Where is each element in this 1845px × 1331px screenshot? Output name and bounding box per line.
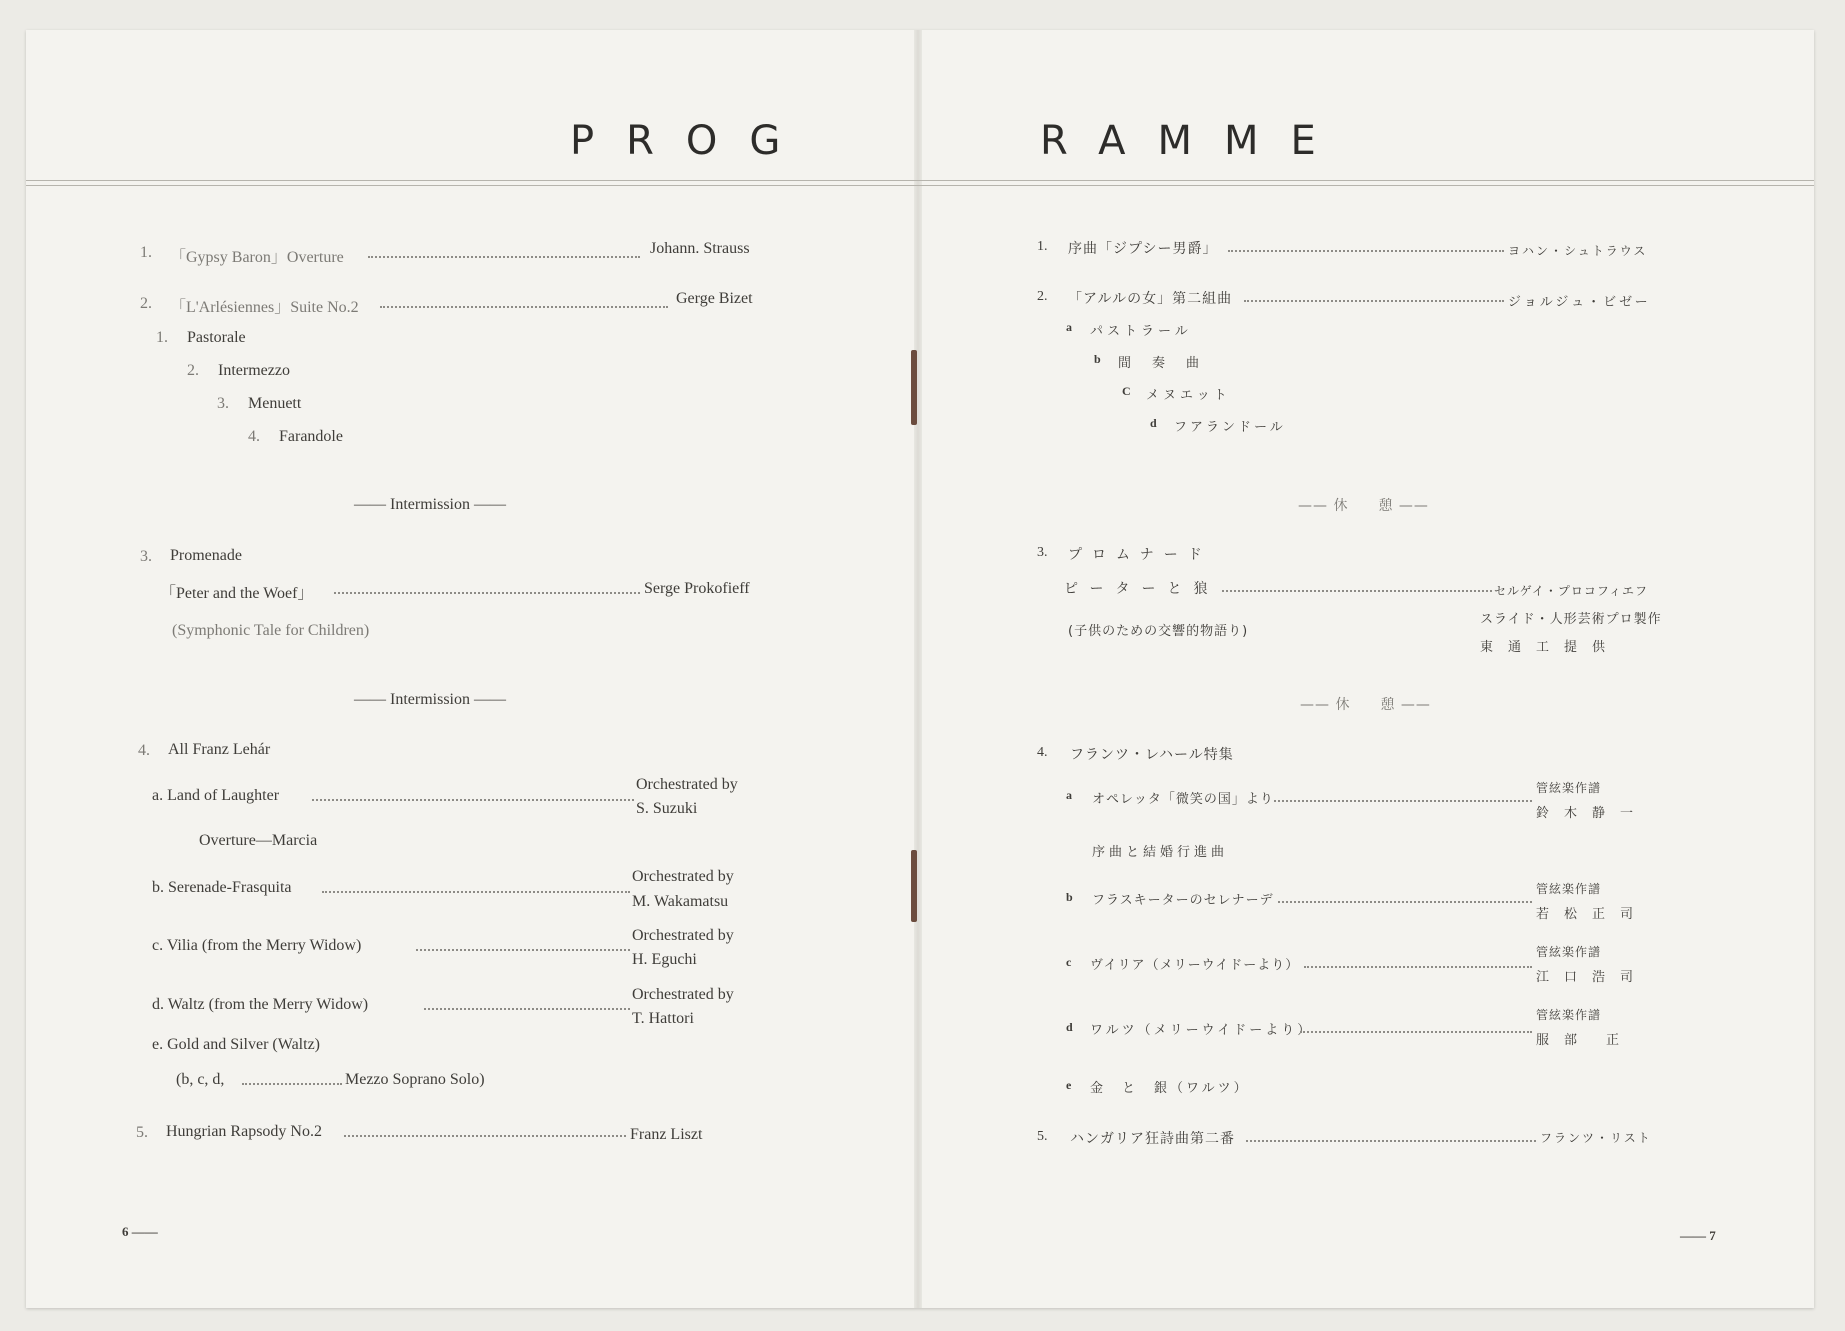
item-1-composer: Johann. Strauss xyxy=(650,240,750,257)
item-4c-letter: c xyxy=(1066,955,1072,969)
item-2-title: 「L'Arlésiennes」Suite No.2 xyxy=(170,299,359,316)
booklet-spine xyxy=(914,30,922,1308)
item-1-title: 「Gypsy Baron」Overture xyxy=(170,249,344,266)
item-4a-arranger: 鈴 木 静 一 xyxy=(1536,806,1635,821)
item-4c-arranger: 江 口 浩 司 xyxy=(1536,970,1635,985)
item-3-composer: セルゲイ・プロコフィエフ xyxy=(1494,584,1648,598)
item-2-sub-label: フアランドール xyxy=(1174,420,1286,435)
item-4b-arranger: 若 松 正 司 xyxy=(1536,907,1635,922)
item-2-sub-label: Intermezzo xyxy=(218,362,290,379)
item-5-number: 5. xyxy=(1037,1129,1048,1144)
programme-title-left: PROG xyxy=(570,118,813,164)
binding-stitch xyxy=(911,850,917,922)
intermission-label: —— 休 憩 —— xyxy=(1298,498,1429,514)
item-4a-sub: 序曲と結婚行進曲 xyxy=(1092,845,1229,860)
item-3-subtitle: (子供のための交響的物語り) xyxy=(1068,624,1249,639)
item-5-composer: フランツ・リスト xyxy=(1540,1131,1652,1145)
item-1-number: 1. xyxy=(140,244,152,261)
item-4a-credit: Orchestrated by xyxy=(636,776,738,793)
item-4a-credit: 管絃楽作譜 xyxy=(1536,781,1602,795)
item-2-sub-label: 間 奏 曲 xyxy=(1118,356,1204,371)
item-2-sub-number: 4. xyxy=(248,428,260,445)
item-2-sub-number: 2. xyxy=(187,362,199,379)
item-4-note-right: Mezzo Soprano Solo) xyxy=(345,1071,485,1088)
item-4-label: All Franz Lehár xyxy=(168,741,271,758)
item-3-composer: Serge Prokofieff xyxy=(644,580,750,597)
item-4b-arranger: M. Wakamatsu xyxy=(632,893,729,910)
item-4a-label: a. Land of Laughter xyxy=(152,787,280,804)
item-3-production-credit: スライド・人形芸術プロ製作 xyxy=(1480,612,1662,627)
item-4d-letter: d xyxy=(1066,1020,1073,1034)
item-4a-arranger: S. Suzuki xyxy=(636,800,698,817)
item-4e-letter: e xyxy=(1066,1078,1072,1092)
item-5-number: 5. xyxy=(136,1124,148,1141)
item-5-title: Hungrian Rapsody No.2 xyxy=(166,1123,322,1140)
title-rule xyxy=(26,180,1814,181)
item-2-sub-label: パストラール xyxy=(1090,324,1192,339)
page-number-right: —— 7 xyxy=(1680,1228,1716,1243)
item-3-label: プロムナード xyxy=(1068,547,1212,563)
item-2-sub-letter: a xyxy=(1066,320,1072,334)
item-2-title: 「アルルの女」第二組曲 xyxy=(1068,291,1233,307)
item-4a-label: オペレッタ「微笑の国」より xyxy=(1092,792,1274,807)
dotted-leader xyxy=(416,949,630,951)
item-4b-credit: 管絃楽作譜 xyxy=(1536,882,1602,896)
dotted-leader xyxy=(1228,250,1504,252)
dotted-leader xyxy=(242,1083,342,1085)
item-2-sub-letter: d xyxy=(1150,416,1157,430)
item-4c-arranger: H. Eguchi xyxy=(632,951,697,968)
item-4c-label: c. Vilia (from the Merry Widow) xyxy=(152,937,362,954)
item-4b-label: b. Serenade-Frasquita xyxy=(152,879,292,896)
dotted-leader xyxy=(334,592,640,594)
item-4d-credit: 管絃楽作譜 xyxy=(1536,1008,1602,1022)
dotted-leader xyxy=(1304,966,1532,968)
item-4-note-left: (b, c, d, xyxy=(176,1071,225,1088)
item-2-composer: Gerge Bizet xyxy=(676,290,753,307)
dotted-leader xyxy=(1244,300,1504,302)
item-4e-label: e. Gold and Silver (Waltz) xyxy=(152,1036,320,1053)
intermission-label: —— Intermission —— xyxy=(354,691,506,708)
binding-stitch xyxy=(911,350,917,425)
item-2-sub-label: Menuett xyxy=(248,395,302,412)
dotted-leader xyxy=(380,306,668,308)
item-2-sub-label: Pastorale xyxy=(187,329,246,346)
item-1-number: 1. xyxy=(1037,239,1048,254)
item-3-number: 3. xyxy=(1037,545,1048,560)
item-4b-credit: Orchestrated by xyxy=(632,868,734,885)
title-rule xyxy=(26,185,1814,186)
item-4d-label: d. Waltz (from the Merry Widow) xyxy=(152,996,369,1013)
item-2-sub-number: 1. xyxy=(156,329,168,346)
item-1-composer: ヨハン・シュトラウス xyxy=(1508,244,1648,258)
dotted-leader xyxy=(322,891,630,893)
item-4c-credit: 管絃楽作譜 xyxy=(1536,945,1602,959)
item-5-composer: Franz Liszt xyxy=(630,1126,703,1143)
item-4e-label: 金 と 銀（ワルツ） xyxy=(1090,1081,1250,1096)
item-3-sponsor-credit: 東 通 工 提 供 xyxy=(1480,640,1607,655)
item-4b-label: フラスキーターのセレナーデ xyxy=(1092,893,1274,908)
item-3-title: 「Peter and the Woef」 xyxy=(160,585,314,602)
intermission-label: —— Intermission —— xyxy=(354,496,506,513)
dotted-leader xyxy=(368,256,640,258)
item-2-composer: ジョルジュ・ビゼー xyxy=(1508,295,1651,310)
item-2-sub-letter: C xyxy=(1122,384,1131,398)
dotted-leader xyxy=(1300,1031,1532,1033)
item-2-number: 2. xyxy=(140,295,152,312)
item-4a-letter: a xyxy=(1066,788,1072,802)
page-number-left: 6 —— xyxy=(122,1224,158,1239)
item-4-number: 4. xyxy=(1037,745,1048,760)
intermission-label: —— 休 憩 —— xyxy=(1300,697,1431,713)
item-4d-credit: Orchestrated by xyxy=(632,986,734,1003)
item-3-subtitle: (Symphonic Tale for Children) xyxy=(172,622,370,639)
item-4-number: 4. xyxy=(138,742,150,759)
item-3-label: Promenade xyxy=(170,547,242,564)
item-2-number: 2. xyxy=(1037,289,1048,304)
dotted-leader xyxy=(1222,590,1492,592)
dotted-leader xyxy=(1246,1140,1536,1142)
dotted-leader xyxy=(344,1135,626,1137)
dotted-leader xyxy=(1274,800,1532,802)
item-2-sub-letter: b xyxy=(1094,352,1101,366)
left-page xyxy=(26,30,918,1308)
item-4d-arranger: 服 部 正 xyxy=(1536,1033,1621,1048)
item-2-sub-label: Farandole xyxy=(279,428,343,445)
dotted-leader xyxy=(424,1008,630,1010)
item-2-sub-number: 3. xyxy=(217,395,229,412)
dotted-leader xyxy=(1278,901,1532,903)
item-4b-letter: b xyxy=(1066,890,1073,904)
dotted-leader xyxy=(312,799,634,801)
item-3-number: 3. xyxy=(140,548,152,565)
item-2-sub-label: メヌエット xyxy=(1146,388,1231,403)
item-4d-arranger: T. Hattori xyxy=(632,1010,694,1027)
item-3-title: ピーターと狼 xyxy=(1064,581,1220,597)
item-4d-label: ワルツ（メリーウイドーより） xyxy=(1090,1023,1314,1038)
programme-title-right: RAMME xyxy=(1040,118,1348,164)
item-4-label: フランツ・レハール特集 xyxy=(1070,747,1234,763)
item-4a-sub: Overture—Marcia xyxy=(199,832,318,849)
right-page xyxy=(918,30,1814,1308)
item-4c-label: ヴイリア（メリーウイドーより） xyxy=(1090,958,1300,973)
item-5-title: ハンガリア狂詩曲第二番 xyxy=(1070,1131,1235,1147)
item-1-title: 序曲「ジプシー男爵」 xyxy=(1068,241,1218,257)
item-4c-credit: Orchestrated by xyxy=(632,927,734,944)
